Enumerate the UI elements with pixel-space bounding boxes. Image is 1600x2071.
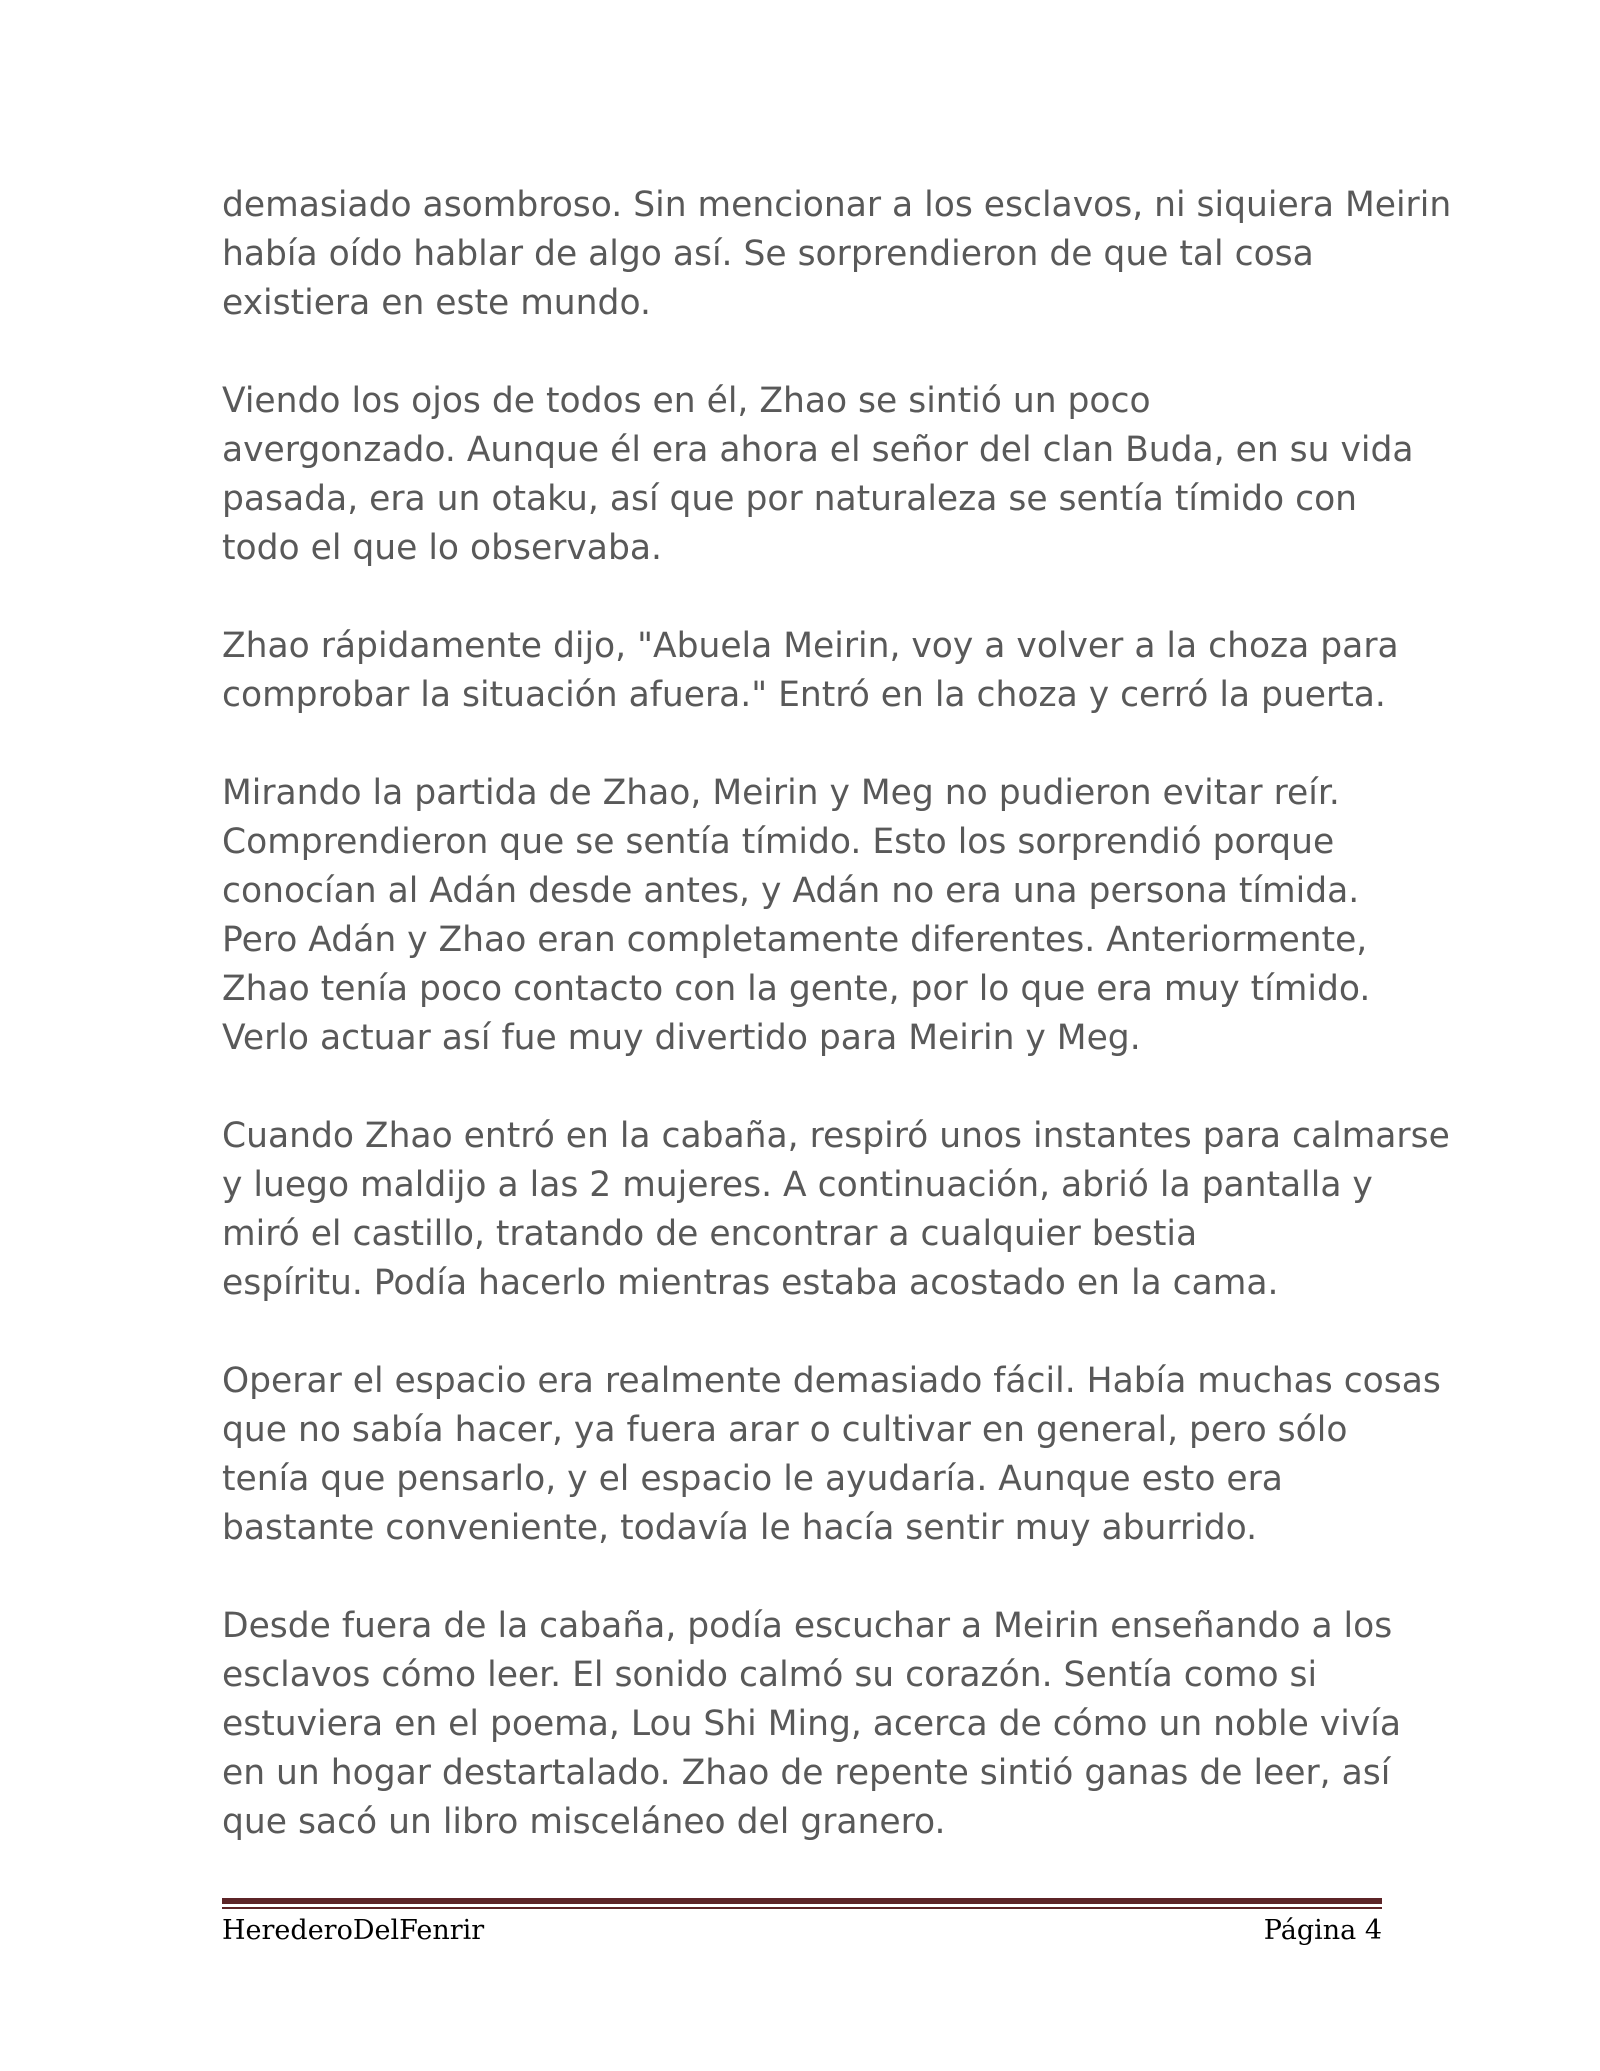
text-line: Comprendieron que se sentía tímido. Esto los sorprendió porque bbox=[222, 822, 1335, 862]
text-line: espíritu. Podía hacerlo mientras estaba acostado en la cama. bbox=[222, 1263, 1279, 1303]
paragraph bbox=[222, 1602, 1401, 1847]
footer-rule-thin bbox=[222, 1907, 1382, 1909]
text-line: avergonzado. Aunque él era ahora el señor del clan Buda, en su vida bbox=[222, 430, 1414, 470]
text-line: esclavos cómo leer. El sonido calmó su corazón. Sentía como si bbox=[222, 1655, 1318, 1695]
text-line: demasiado asombroso. Sin mencionar a los esclavos, ni siquiera Meirin bbox=[222, 185, 1452, 225]
text-line: que sacó un libro misceláneo del granero. bbox=[222, 1802, 946, 1842]
paragraph bbox=[222, 1112, 1450, 1308]
paragraph bbox=[222, 181, 1452, 328]
text-line: Viendo los ojos de todos en él, Zhao se sintió un poco bbox=[222, 381, 1151, 421]
footer-rule bbox=[222, 1898, 1382, 1910]
text-line: miró el castillo, tratando de encontrar a cualquier bestia bbox=[222, 1214, 1198, 1254]
text-line: pasada, era un otaku, así que por naturaleza se sentía tímido con bbox=[222, 479, 1358, 519]
text-line: Zhao rápidamente dijo, "Abuela Meirin, voy a volver a la choza para bbox=[222, 626, 1399, 666]
footer-rule-thick bbox=[222, 1898, 1382, 1904]
text-line: en un hogar destartalado. Zhao de repente sintió ganas de leer, así bbox=[222, 1753, 1391, 1793]
text-line: Pero Adán y Zhao eran completamente diferentes. Anteriormente, bbox=[222, 920, 1368, 960]
paragraph bbox=[222, 769, 1397, 1063]
text-line: existiera en este mundo. bbox=[222, 283, 651, 323]
text-line: había oído hablar de algo así. Se sorprendieron de que tal cosa bbox=[222, 234, 1314, 274]
footer-author: HerederoDelFenrir bbox=[222, 1915, 485, 1946]
text-line: Zhao tenía poco contacto con la gente, por lo que era muy tímido. bbox=[222, 969, 1371, 1009]
text-line: Operar el espacio era realmente demasiado fácil. Había muchas cosas bbox=[222, 1361, 1441, 1401]
text-line: todo el que lo observaba. bbox=[222, 528, 662, 568]
text-line: bastante conveniente, todavía le hacía sentir muy aburrido. bbox=[222, 1508, 1258, 1548]
text-line: tenía que pensarlo, y el espacio le ayudaría. Aunque esto era bbox=[222, 1459, 1283, 1499]
text-line: que no sabía hacer, ya fuera arar o cultivar en general, pero sólo bbox=[222, 1410, 1348, 1450]
paragraph bbox=[222, 1357, 1441, 1553]
text-line: Verlo actuar así fue muy divertido para Meirin y Meg. bbox=[222, 1018, 1141, 1058]
text-line: Mirando la partida de Zhao, Meirin y Meg no pudieron evitar reír. bbox=[222, 773, 1340, 813]
paragraph bbox=[222, 622, 1397, 720]
text-line: estuviera en el poema, Lou Shi Ming, acerca de cómo un noble vivía bbox=[222, 1704, 1401, 1744]
text-line: comprobar la situación afuera." Entró en la choza y cerró la puerta. bbox=[222, 675, 1386, 715]
text-line: Cuando Zhao entró en la cabaña, respiró unos instantes para calmarse bbox=[222, 1116, 1450, 1156]
body-text bbox=[222, 181, 1452, 1896]
paragraph bbox=[222, 377, 1414, 573]
text-line: conocían al Adán desde antes, y Adán no era una persona tímida. bbox=[222, 871, 1360, 911]
text-line: y luego maldijo a las 2 mujeres. A continuación, abrió la pantalla y bbox=[222, 1165, 1373, 1205]
text-line: Desde fuera de la cabaña, podía escuchar a Meirin enseñando a los bbox=[222, 1606, 1393, 1646]
footer-page-number: Página 4 bbox=[1263, 1915, 1382, 1946]
